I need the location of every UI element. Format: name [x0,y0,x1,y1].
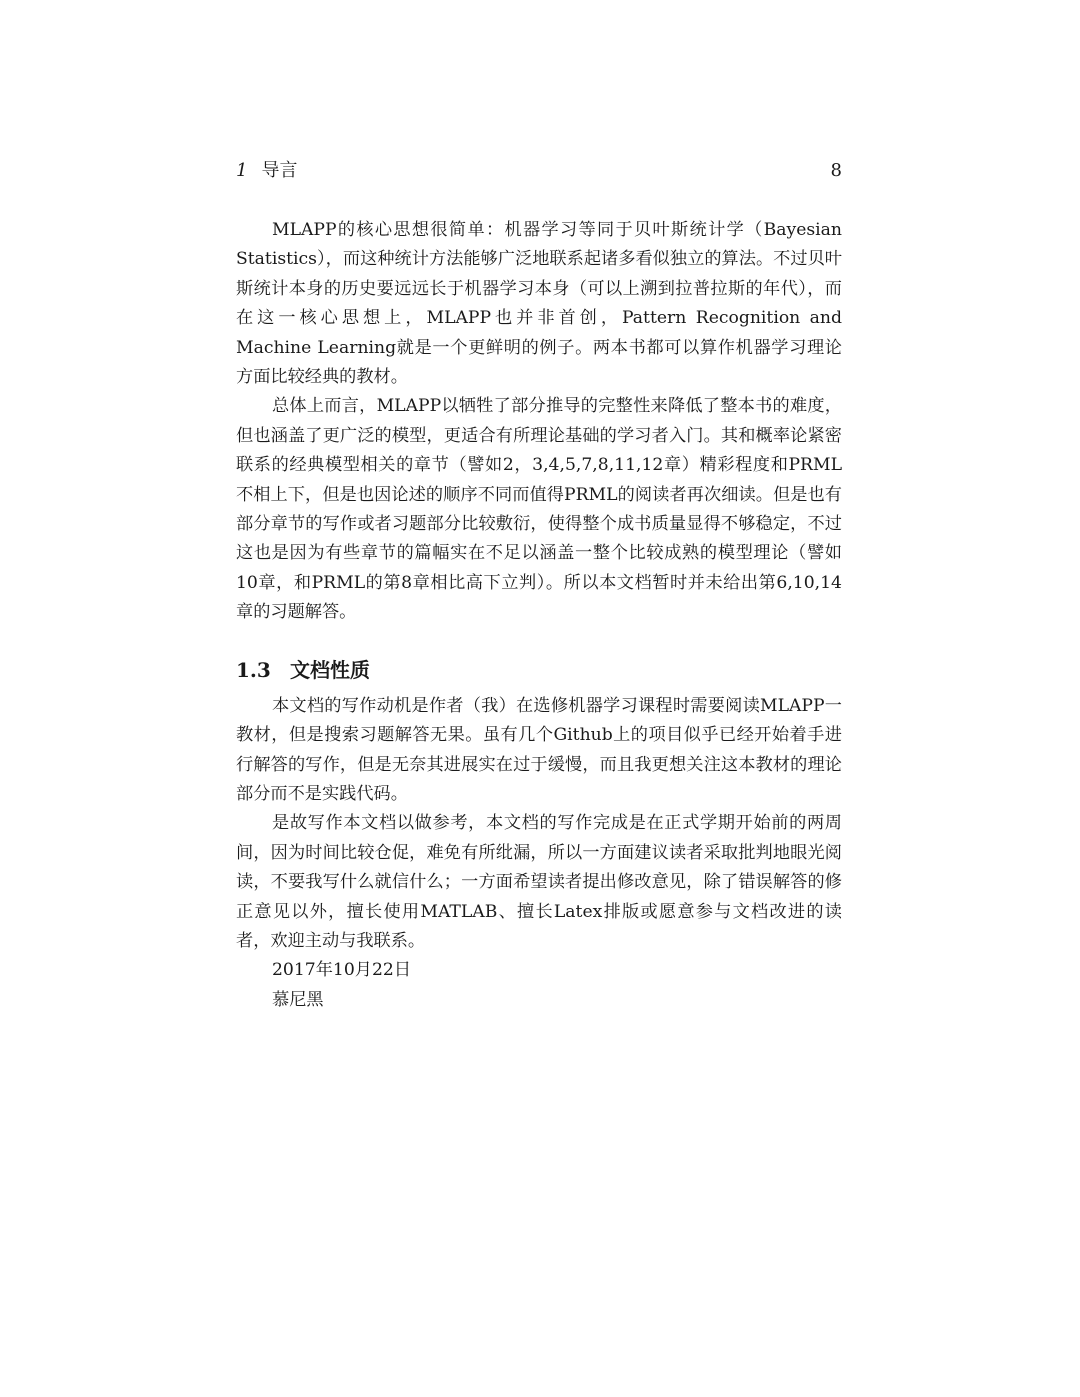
signature-author: 慕尼黑 [272,989,324,1010]
section-heading [236,654,842,686]
section-number: 1.3 [236,657,271,682]
chapter-title: 导言 [261,160,298,181]
page-number: 8 [830,160,842,181]
body-text [236,216,842,1015]
running-header [236,156,842,186]
section-title: 文档性质 [290,657,370,682]
paragraph-motivation: 本文档的写作动机是作者（我）在选修机器学习课程时需要阅读MLAPP一教材，但是搜索习题解答无果。虽有几个Github上的项目似乎已经开始着手进行解答的写作，但是无奈其进展实在过于缓慢，而且我更想关注这本教材的理论部分而不是实践代码。 [236,695,842,804]
chapter-number: 1 [236,160,248,181]
paragraph-reference: 是故写作本文档以做参考，本文档的写作完成是在正式学期开始前的两周间，因为时间比较仓促，难免有所纰漏，所以一方面建议读者采取批判地眼光阅读，不要我写什么就信什么；一方面希望读者提出修改意见，除了错误解答的修正意见以外，擅长使用MATLAB、擅长Latex排版或愿意参与文档改进的读者，欢迎主动与我联系。 [236,813,842,951]
signature-date: 2017年10月22日 [272,960,412,981]
paragraph-core-idea: MLAPP的核心思想很简单：机器学习等同于贝叶斯统计学（Bayesian Statistics），而这种统计方法能够广泛地联系起诸多看似独立的算法。不过贝叶斯统计本身的历史要远远长于机器学习本身（可以上溯到拉普拉斯的年代），而在这一核心思想上，MLAPP也并非首创，Pattern Recognition and Machine Learning就是一个更鲜明的例子。两本书都可以算作机器学习理论方面比较经典的教材。 [236,220,842,388]
paragraph-overview: 总体上而言，MLAPP以牺牲了部分推导的完整性来降低了整本书的难度，但也涵盖了更广泛的模型，更适合有所理论基础的学习者入门。其和概率论紧密联系的经典模型相关的章节（譬如2，3,4,5,7,8,11,12章）精彩程度和PRML不相上下，但是也因论述的顺序不同而值得PRML的阅读者再次细读。但是也有部分章节的写作或者习题部分比较敷衍，使得整个成书质量显得不够稳定，不过这也是因为有些章节的篇幅实在不足以涵盖一整个比较成熟的模型理论（譬如10章，和PRML的第8章相比高下立判）。所以本文档暂时并未给出第6,10,14章的习题解答。 [236,396,842,623]
